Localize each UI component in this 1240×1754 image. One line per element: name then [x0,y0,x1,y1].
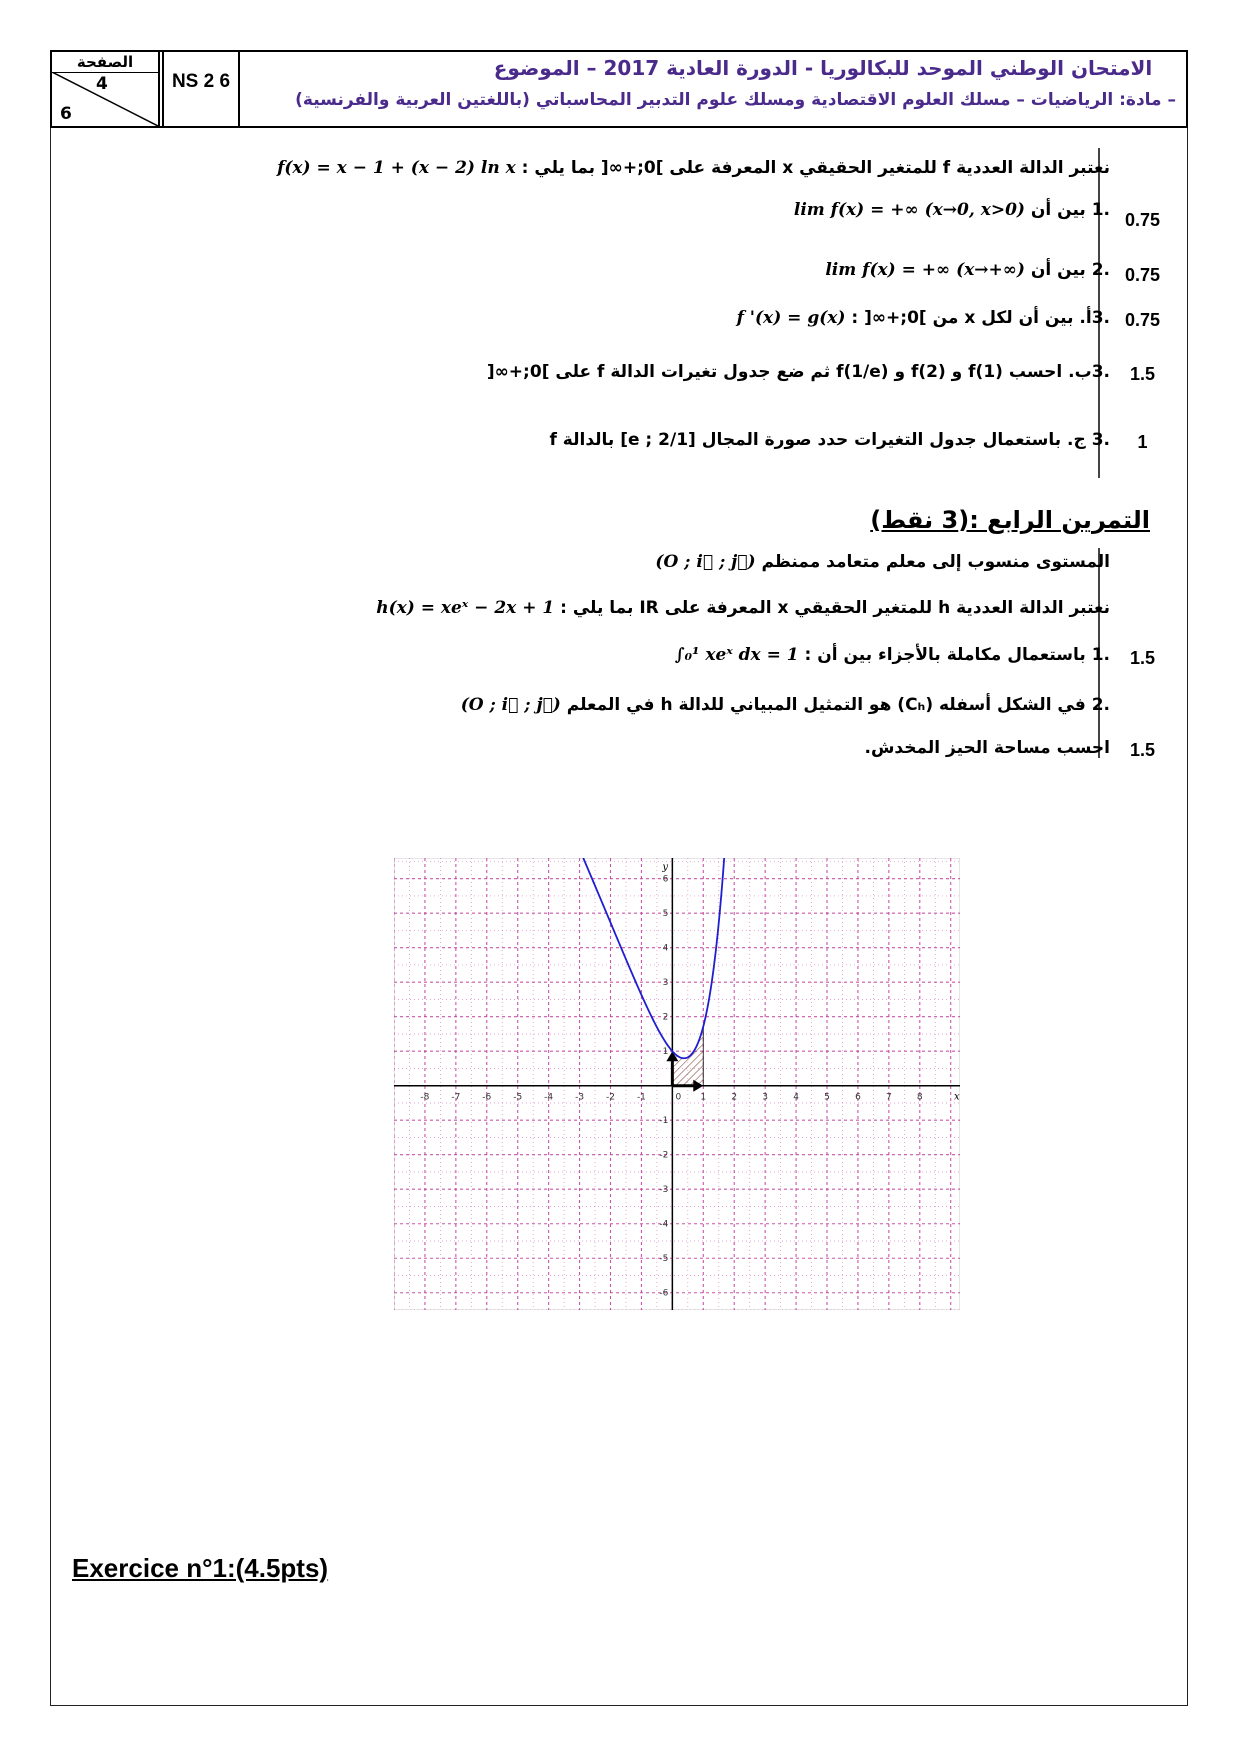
x-tick-label: -1 [636,1092,646,1103]
ex4-item-1-text: .1 باستعمال مكاملة بالأجزاء بين أن : [804,645,1110,665]
y-tick-label: 6 [662,874,669,885]
ex3-item-2 [825,260,1110,280]
x-axis-label: x [954,1091,960,1103]
y-tick-label: -5 [659,1254,669,1265]
page-number-box [52,52,160,126]
ex4-item-3-points: 1.5 [1129,740,1156,760]
x-tick-label: 0 [675,1092,682,1103]
ex3-item-3a-points: 0.75 [1124,310,1161,330]
ex3-item-3c-points: 1 [1137,432,1148,452]
y-tick-label: -2 [659,1150,669,1161]
x-tick-label: 3 [762,1092,769,1103]
ex4-title: التمرين الرابع :(3 نقط) [870,506,1150,534]
ex3-item-3c-label: .3 ج. باستعمال جدول التغيرات حدد صورة المجال [1/e ; 2] بالدالة f [549,430,1110,450]
y-tick-label: -1 [659,1116,669,1127]
y-tick-label: 5 [662,909,669,920]
ex4-intro-text: نعتبر الدالة العددية h للمتغير الحقيقي x المعرفة على IR بما يلي : [560,598,1110,618]
x-tick-label: -2 [606,1092,615,1103]
title-line-2: – مادة: الرياضيات – مسلك العلوم الاقتصادية ومسلك علوم التدبير المحاسباتي (باللغتين العربية والفرنسية) [295,90,1176,110]
x-tick-label: -8 [420,1092,430,1103]
ex3-item-3b [487,362,1110,382]
page-total: 6 [60,104,72,124]
ex4-item-2-text: .2 في الشكل أسفله (Cₕ) هو التمثيل المبياني للدالة h في المعلم [566,695,1110,715]
x-tick-label: -4 [544,1092,554,1103]
ex4-item-3-text: احسب مساحة الحيز المخدش. [864,738,1110,758]
x-tick-label: 5 [824,1092,830,1103]
ex4-item-1-formula: ∫₀¹ xeˣ dx = 1 [674,645,799,665]
ex4-item-2-math: (O ; i⃗ ; j⃗) [460,695,561,715]
y-tick-label: 1 [662,1047,669,1058]
x-tick-label: -7 [451,1092,461,1103]
exam-title [240,56,1176,110]
ex4-plane [655,552,1110,572]
x-tick-label: 1 [700,1092,707,1103]
y-tick-label: -3 [659,1185,669,1196]
ex3-item-3a-label: .3أ. بين أن لكل x من ]0;+∞[ : [851,308,1110,328]
y-tick-label: -4 [659,1219,669,1230]
ex3-item-3a-math: f '(x) = g(x) [736,308,846,328]
ex3-intro [277,158,1110,178]
x-tick-label: -6 [482,1092,492,1103]
ex4-intro [376,598,1110,618]
ex3-item-1-label: .1 بين أن [1030,200,1110,220]
y-tick-label: 3 [662,978,669,989]
page-label: الصفحة [52,52,158,73]
function-graph [394,858,960,1310]
y-axis-label: y [662,862,669,873]
ex3-intro-formula: f(x) = x − 1 + (x − 2) ln x [277,158,516,178]
x-tick-label: 2 [731,1092,738,1103]
ex3-item-2-math: lim f(x) = +∞ (x→+∞) [825,260,1025,280]
ex3-item-1-math: lim f(x) = +∞ (x→0, x>0) [793,200,1025,220]
page-number: 4 [96,74,108,94]
x-tick-label: 8 [916,1092,923,1103]
ex4-plane-text: المستوى منسوب إلى معلم متعامد ممنظم [761,552,1110,572]
ex4-item-3 [865,738,1110,758]
x-tick-label: 4 [793,1092,799,1103]
ex3-item-3c [549,430,1110,450]
x-tick-label: -3 [575,1092,585,1103]
ex3-item-3a [737,308,1110,328]
ex4-item-1 [675,645,1110,665]
ex3-item-1 [794,200,1110,220]
ex4-plane-math: (O ; i⃗ ; j⃗) [655,552,756,572]
exam-code: NS 2 6 [162,52,240,126]
x-tick-label: 6 [855,1092,861,1103]
x-tick-label: 7 [885,1092,892,1103]
exam-header [50,50,1188,128]
ex1-title: Exercice n°1:(4.5pts) [72,1553,329,1583]
y-tick-label: 2 [662,1012,669,1023]
ex3-item-3b-label: .3ب. احسب f(1) و f(2) و f(1/e) ثم ضع جدول تغيرات الدالة f على ]0;+∞[ [486,362,1110,382]
ex3-item-2-points: 0.75 [1124,265,1161,285]
ex3-item-2-label: .2 بين أن [1030,260,1110,280]
ex3-item-1-points: 0.75 [1124,210,1161,230]
ex3-item-3b-points: 1.5 [1129,364,1156,384]
x-tick-label: -5 [513,1092,523,1103]
title-line-1: الامتحان الوطني الموحد للبكالوريا - الدورة العادية 2017 – الموضوع [493,56,1153,80]
ex4-item-1-points: 1.5 [1129,648,1156,668]
y-tick-label: 4 [662,943,669,954]
y-tick-label: -6 [659,1288,669,1299]
ex3-intro-text: نعتبر الدالة العددية f للمتغير الحقيقي x المعرفة على ]0;+∞[ بما يلي : [521,158,1110,178]
ex4-intro-formula: h(x) = xeˣ − 2x + 1 [376,598,555,618]
ex4-item-2 [461,695,1110,715]
